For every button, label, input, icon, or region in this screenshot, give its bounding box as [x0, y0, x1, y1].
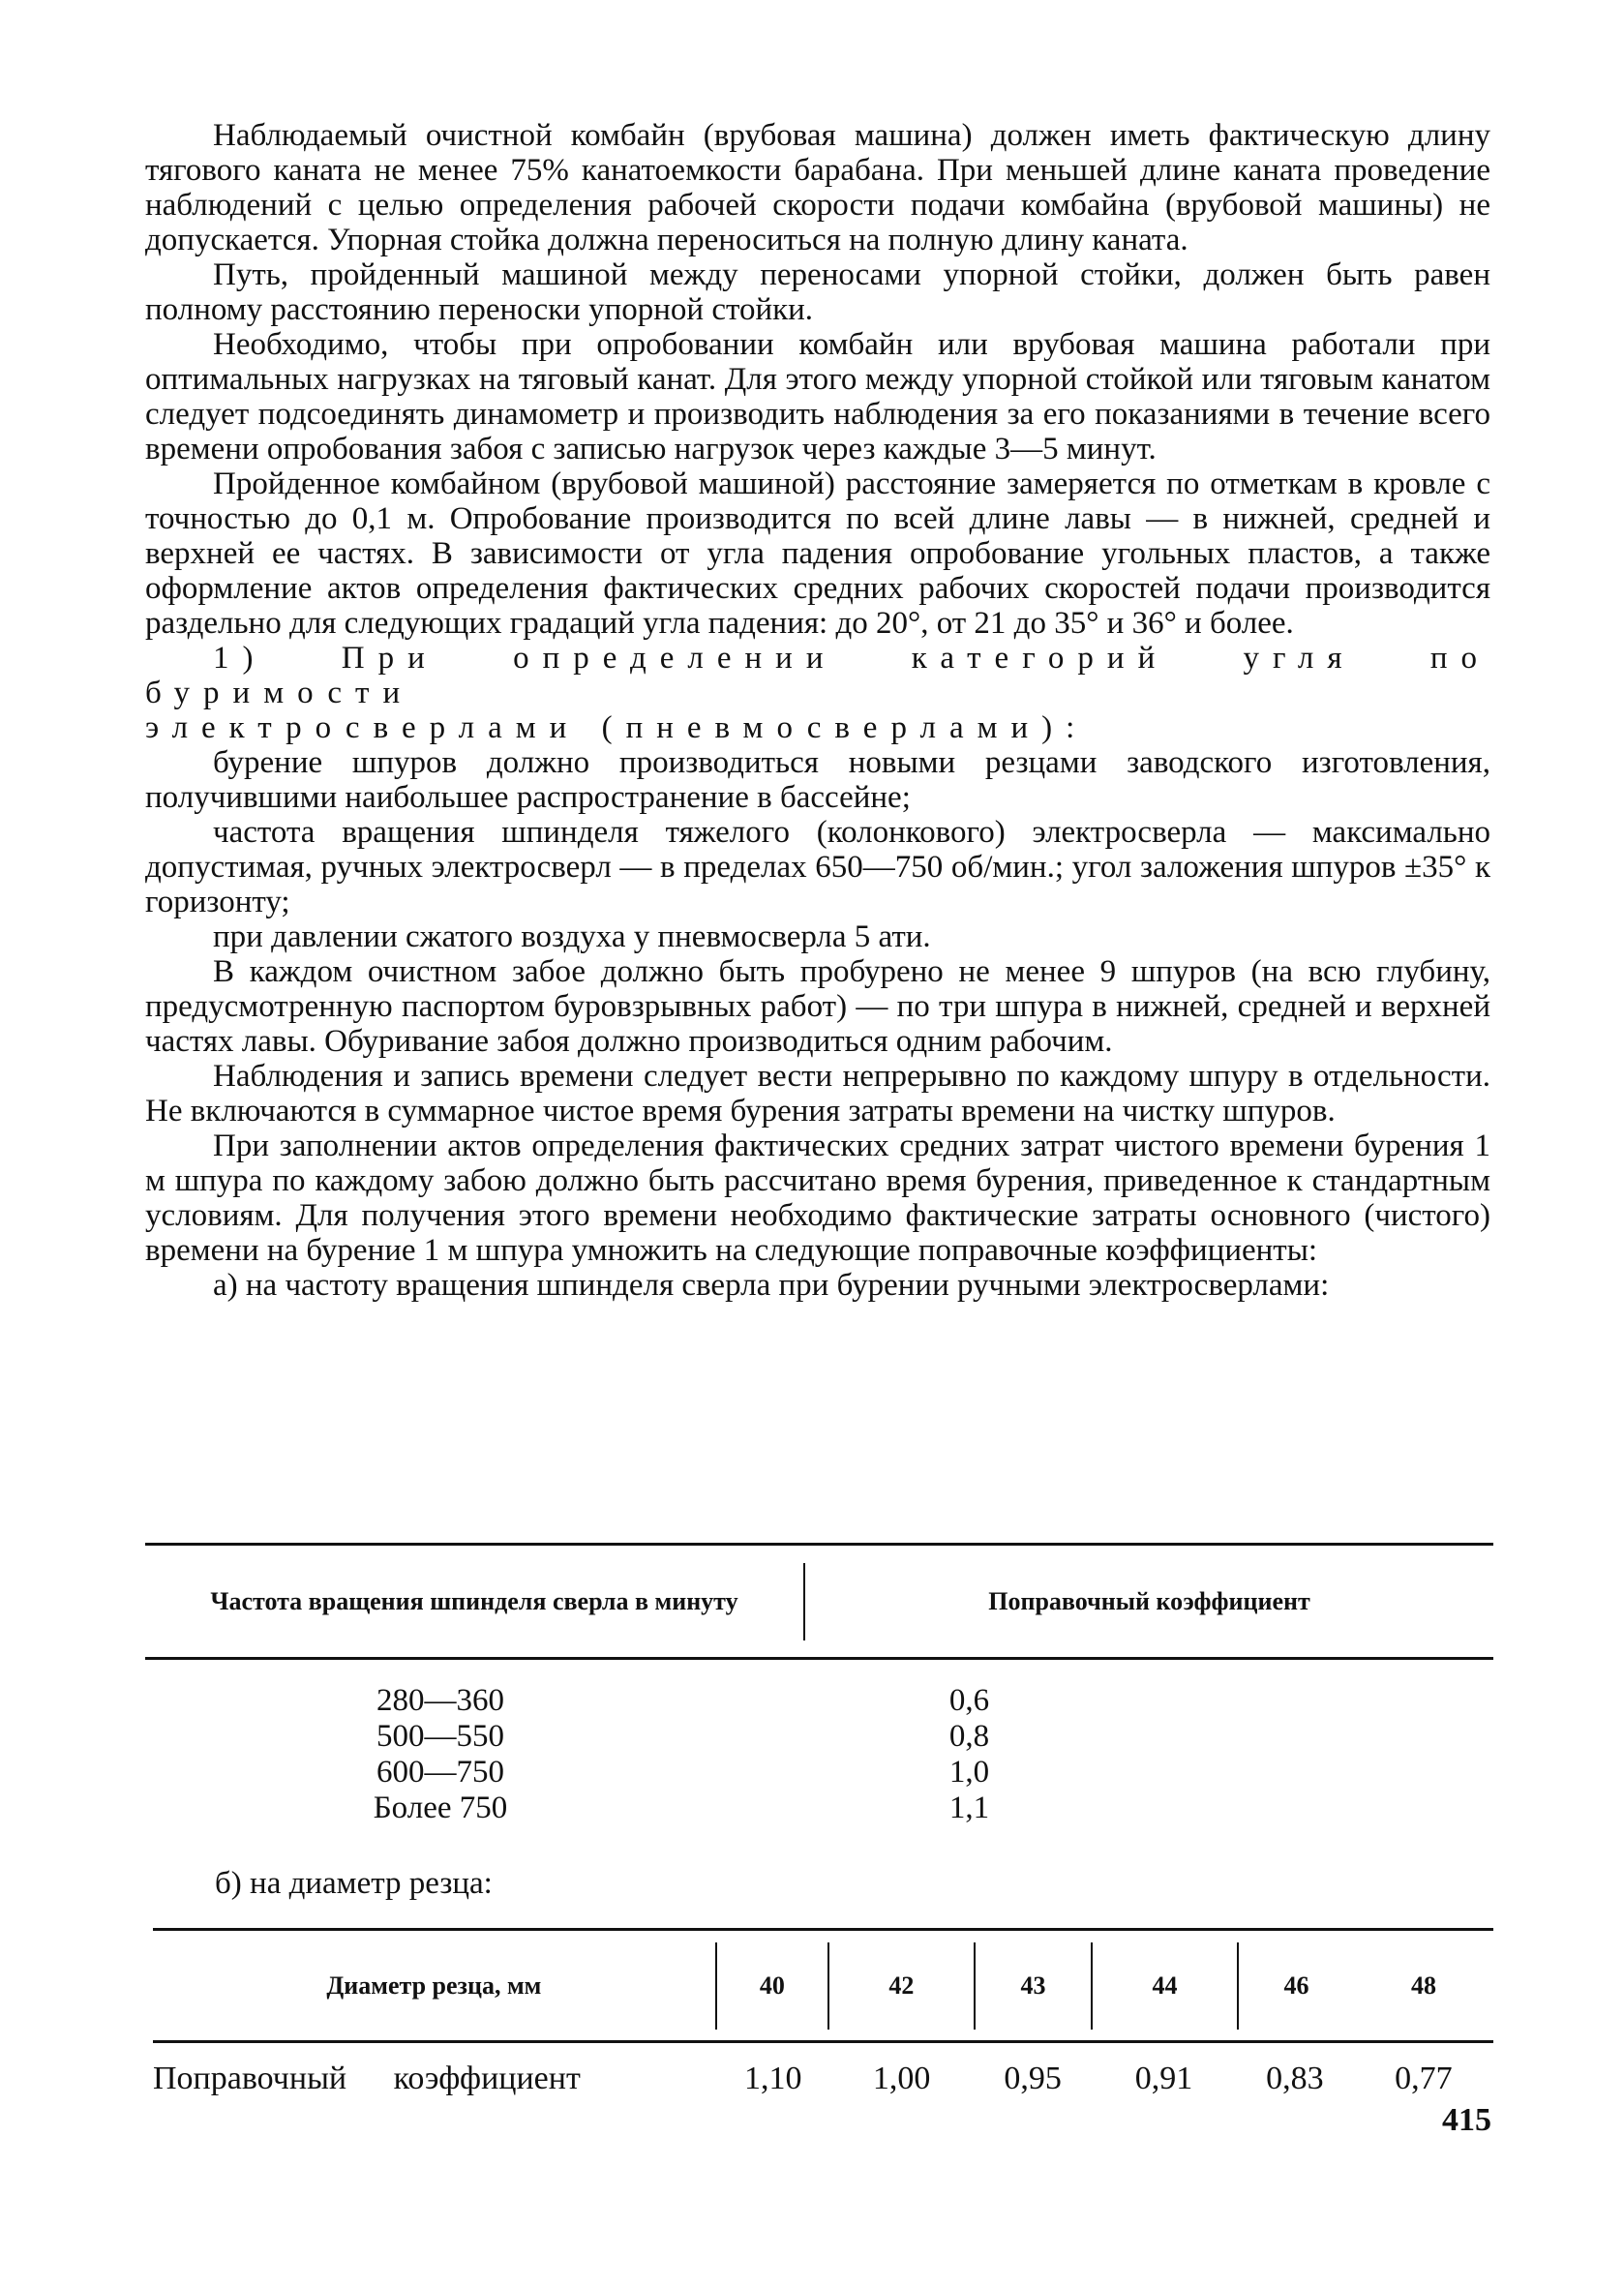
table-cell: 1,1 [948, 1790, 990, 1825]
header-diameter: 40 [715, 1942, 827, 2030]
table-cell: 1,10 [743, 2061, 802, 2096]
body-text [145, 118, 1490, 1303]
header-speed: Частота вращения шпинделя сверла в минуту [145, 1563, 805, 1640]
table-cell: 280—360 [376, 1683, 504, 1718]
paragraph: частота вращения шпинделя тяжелого (колонкового) электросверла — максимально допустимая, ручных электросверл — в пределах 650—750 об/мин.; угол заложения шпуров ±35° к горизонту; [145, 815, 1490, 919]
page-number: 415 [1442, 2102, 1491, 2138]
table-spindle-speed [145, 1543, 1493, 1826]
header-diameter-label: Диаметр резца, мм [326, 1971, 542, 2000]
header-coef: Поправочный коэффициент [988, 1586, 1310, 1615]
table-cell: 500—550 [376, 1719, 504, 1754]
paragraph: Необходимо, чтобы при опробовании комбайн или врубовая машина работали при оптимальных нагрузках на тяговый канат. Для этого между упорной стойкой или тяговым канатом следует подсоединять динамометр и производить наблюдения за его показаниями в течение всего времени опробования забоя с записью нагрузок через каждые 3—5 минут. [145, 327, 1490, 466]
table-cell: 0,91 [1134, 2061, 1193, 2096]
speed-column [145, 1683, 736, 1826]
table-cell: 0,6 [948, 1683, 990, 1718]
table-cell: 0,83 [1266, 2061, 1324, 2096]
table-row [153, 2061, 1493, 2097]
table-cell: 600—750 [376, 1755, 504, 1790]
header-diameter: 46 [1237, 1942, 1354, 2030]
paragraph: Наблюдения и запись времени следует вести непрерывно по каждому шпуру в отдельности. Не включаются в суммарное чистое время бурения затраты времени на чистку шпуров. [145, 1059, 1490, 1128]
table-cutter-diameter [153, 1928, 1493, 2097]
paragraph: При заполнении актов определения фактических средних затрат чистого времени бурения 1 м шпура по каждому забою должно быть рассчитано время бурения, приведенное к стандартным условиям. Для получения этого времени необходимо фактические затраты основного (чистого) времени на бурение 1 м шпура умножить на следующие поправочные коэффициенты: [145, 1128, 1490, 1268]
paragraph: а) на частоту вращения шпинделя сверла при бурении ручными электросверлами: [213, 1268, 1330, 1303]
table-cell: 1,00 [872, 2061, 931, 2096]
paragraph: Путь, пройденный машиной между переносами упорной стойки, должен быть равен полному расстоянию переноски упорной стойки. [145, 257, 1490, 327]
paragraph: при давлении сжатого воздуха у пневмосверла 5 ати. [213, 919, 931, 954]
table-cell: 0,95 [1004, 2061, 1062, 2096]
paragraph: Пройденное комбайном (врубовой машиной) расстояние замеряется по отметкам в кровле с точностью до 0,1 м. Опробование производится по всей длине лавы — в нижней, средней и верхней ее частях. В зависимости от угла падения опробование угольных пластов, а также оформление актов определения фактических средних рабочих скоростей подачи производится раздельно для следующих градаций угла падения: до 20°, от 21 до 35° и 36° и более. [145, 466, 1490, 641]
paragraph: В каждом очистном забое должно быть пробурено не менее 9 шпуров (на всю глубину, предусмотренную паспортом буровзрывных работ) — по три шпура в нижней, средней и верхней частях лавы. Обуривание забоя должно производиться одним рабочим. [145, 954, 1490, 1059]
item-heading-line1: 1) При определении категорий угля по буримости [145, 641, 1490, 710]
table-body [145, 1683, 1493, 1826]
table-cell: 0,77 [1395, 2061, 1453, 2096]
header-diameter: 44 [1091, 1942, 1237, 2030]
table-cell: Более 750 [373, 1790, 508, 1825]
table-header [153, 1928, 1493, 2043]
table-cell: 0,8 [948, 1719, 990, 1754]
item-heading-line2: электросверлами (пневмосверлами): [145, 710, 1089, 745]
table-header [145, 1546, 1493, 1660]
header-diameter: 48 [1411, 1971, 1437, 2000]
item-heading [145, 641, 1490, 745]
paragraph: Наблюдаемый очистной комбайн (врубовая машина) должен иметь фактическую длину тягового каната не менее 75% канатоемкости барабана. При меньшей длине каната проведение наблюдений с целью определения рабочей скорости подачи комбайна (врубовой машины) не допускается. Упорная стойка должна переноситься на полную длину каната. [145, 118, 1490, 257]
paragraph: бурение шпуров должно производиться новыми резцами заводского изготовления, получившими наибольшее распространение в бассейне; [145, 745, 1490, 815]
header-diameter: 43 [974, 1942, 1091, 2030]
table-cell: 1,0 [948, 1755, 990, 1790]
row-label: Поправочный коэффициент [153, 2061, 581, 2096]
header-diameter: 42 [827, 1942, 974, 2030]
coef-column [736, 1683, 1493, 1826]
section-label: б) на диаметр резца: [215, 1866, 493, 1901]
